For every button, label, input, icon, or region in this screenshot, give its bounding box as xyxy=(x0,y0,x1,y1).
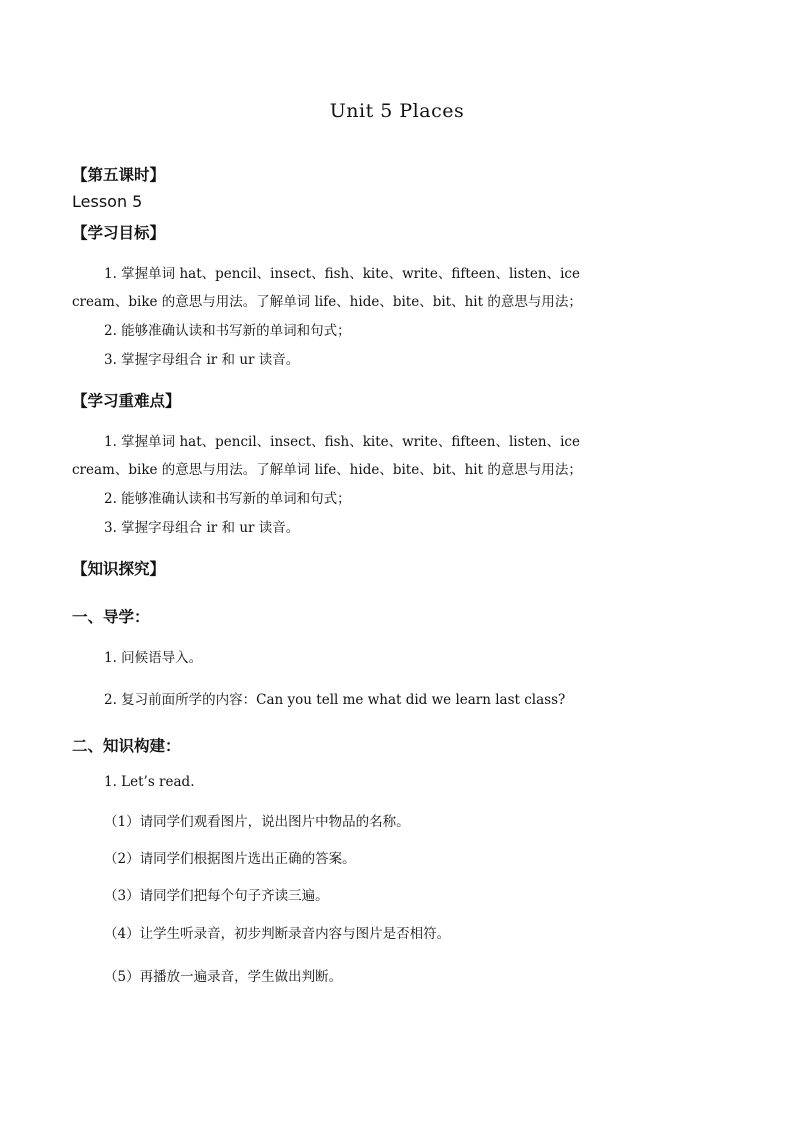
build-step-1: （1）请同学们观看图片，说出图片中物品的名称。 xyxy=(104,814,410,830)
key-points-item-1-line-1: 1. 掌握单词 hat、pencil、insect、fish、kite、write、fifteen、listen、ice xyxy=(104,434,580,450)
build-heading: 二、知识构建： xyxy=(72,737,181,755)
build-step-5: （5）再播放一遍录音，学生做出判断。 xyxy=(104,969,343,985)
document-title: Unit 5 Places xyxy=(329,100,465,122)
guide-item-1: 1. 问候语导入。 xyxy=(104,650,203,666)
exploration-heading: 【知识探究】 xyxy=(72,560,166,578)
key-points-heading: 【学习重难点】 xyxy=(72,392,181,410)
key-points-item-3: 3. 掌握字母组合 ir 和 ur 读音。 xyxy=(104,520,300,536)
objectives-item-1-line-1: 1. 掌握单词 hat、pencil、insect、fish、kite、write、fifteen、listen、ice xyxy=(104,266,580,282)
build-step-4: （4）让学生听录音，初步判断录音内容与图片是否相符。 xyxy=(104,926,451,942)
build-step-3: （3）请同学们把每个句子齐读三遍。 xyxy=(104,888,329,904)
guide-item-2: 2. 复习前面所学的内容：Can you tell me what did we learn last class? xyxy=(104,692,566,708)
guide-heading: 一、导学： xyxy=(72,608,150,626)
objectives-item-2: 2. 能够准确认读和书写新的单词和句式； xyxy=(104,323,351,339)
build-item-1: 1. Let’s read. xyxy=(104,774,195,790)
lesson-label: Lesson 5 xyxy=(72,192,143,211)
objectives-heading: 【学习目标】 xyxy=(72,224,166,242)
period-heading: 【第五课时】 xyxy=(72,166,166,184)
key-points-item-2: 2. 能够准确认读和书写新的单词和句式； xyxy=(104,491,351,507)
objectives-item-1-line-2: cream、bike 的意思与用法。了解单词 life、hide、bite、bit、hit 的意思与用法； xyxy=(72,294,582,310)
objectives-item-3: 3. 掌握字母组合 ir 和 ur 读音。 xyxy=(104,352,300,368)
key-points-item-1-line-2: cream、bike 的意思与用法。了解单词 life、hide、bite、bit、hit 的意思与用法； xyxy=(72,462,582,478)
build-step-2: （2）请同学们根据图片选出正确的答案。 xyxy=(104,851,356,867)
